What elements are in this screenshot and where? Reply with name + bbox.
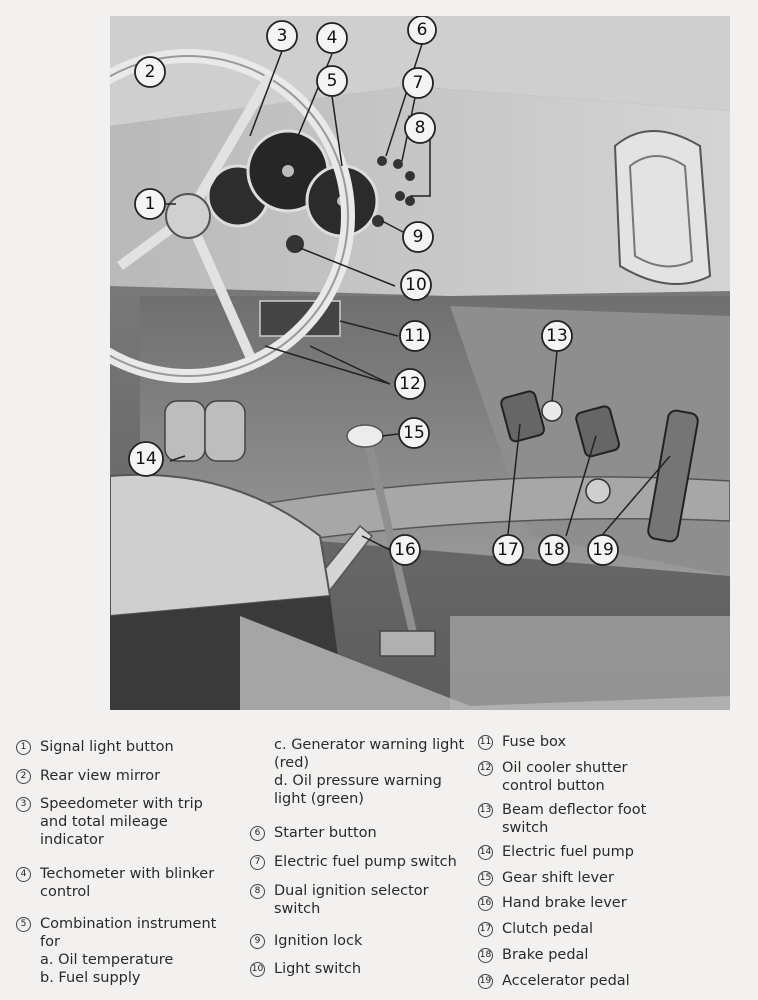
callout-3: 3	[276, 26, 288, 46]
legend-label: Clutch pedal	[502, 921, 594, 937]
callout-16: 16	[394, 540, 416, 560]
dashboard-photo	[110, 16, 730, 710]
callout-12: 12	[399, 374, 421, 394]
legend-label: Accelerator pedal	[502, 973, 630, 989]
legend-number: 7	[250, 855, 265, 870]
legend-sub-d: d. Oil pressure warning light (green)	[274, 773, 442, 807]
legend-sub-b: b. Fuel supply	[40, 970, 141, 986]
legend-label: Electric fuel pump	[502, 844, 634, 860]
legend-item-7	[250, 853, 465, 871]
legend-label: Fuse box	[502, 734, 567, 750]
legend-item-10	[250, 960, 465, 978]
legend-label: Starter button	[274, 825, 377, 841]
callout-14: 14	[135, 449, 157, 469]
callout-1: 1	[144, 194, 156, 214]
callout-11: 11	[404, 326, 426, 346]
legend-number: 14	[478, 845, 493, 860]
callout-8: 8	[414, 118, 426, 138]
legend-number: 1	[16, 740, 31, 755]
legend-number: 16	[478, 896, 493, 911]
legend-item-1	[16, 738, 246, 756]
legend-number: 3	[16, 797, 31, 812]
legend-label: Electric fuel pump switch	[274, 854, 457, 870]
legend-label: Brake pedal	[502, 947, 589, 963]
legend-number: 19	[478, 974, 493, 989]
legend-item-6	[250, 824, 465, 842]
callout-10: 10	[405, 275, 427, 295]
legend-item-4	[16, 865, 246, 901]
callout-2: 2	[144, 62, 156, 82]
legend-label: Beam deflector foot switch	[502, 802, 647, 836]
legend-number: 8	[250, 884, 265, 899]
legend-item-19	[478, 972, 748, 990]
callout-7: 7	[412, 73, 424, 93]
legend-sub-a: a. Oil temperature	[40, 952, 174, 968]
legend-item-14	[478, 843, 748, 861]
legend-label: Techometer with blinker control	[40, 866, 215, 900]
legend-label: Light switch	[274, 961, 362, 977]
legend-label: Combination instrument for	[40, 916, 217, 950]
legend-number: 5	[16, 917, 31, 932]
legend-label: Gear shift lever	[502, 870, 614, 886]
callout-5: 5	[326, 71, 338, 91]
legend-item-11	[478, 733, 748, 751]
legend-item-13	[478, 801, 668, 837]
legend-item-3	[16, 795, 216, 849]
legend-item-15	[478, 869, 748, 887]
legend-label: Oil cooler shutter control button	[502, 760, 628, 794]
legend-number: 2	[16, 769, 31, 784]
legend-number: 17	[478, 922, 493, 937]
callout-13: 13	[546, 326, 568, 346]
legend-item-9	[250, 932, 465, 950]
legend-item-2	[16, 767, 246, 785]
legend-label: Speedometer with trip and total mileage indicator	[40, 796, 203, 848]
callout-15: 15	[403, 423, 425, 443]
legend-sub-c: c. Generator warning light (red)	[274, 737, 465, 771]
legend-number: 13	[478, 803, 493, 818]
legend-number: 10	[250, 962, 265, 977]
callout-4: 4	[326, 28, 338, 48]
callout-18: 18	[543, 540, 565, 560]
legend-label: Ignition lock	[274, 933, 363, 949]
callout-6: 6	[416, 20, 428, 40]
callout-17: 17	[497, 540, 519, 560]
legend-label: Rear view mirror	[40, 768, 161, 784]
legend-item-5	[16, 915, 236, 987]
legend-number: 15	[478, 871, 493, 886]
legend-item-18	[478, 946, 748, 964]
legend-label: Signal light button	[40, 739, 174, 755]
callout-9: 9	[412, 227, 424, 247]
legend-number: 11	[478, 735, 493, 750]
legend-item-16	[478, 894, 748, 912]
legend-number: 6	[250, 826, 265, 841]
legend-number: 4	[16, 867, 31, 882]
callout-19: 19	[592, 540, 614, 560]
legend-number: 12	[478, 761, 493, 776]
legend-number: 9	[250, 934, 265, 949]
legend-number: 18	[478, 948, 493, 963]
legend-item-17	[478, 920, 748, 938]
legend-item-5-continued	[250, 736, 465, 808]
legend-item-8	[250, 882, 450, 918]
legend-item-12	[478, 759, 668, 795]
legend-label: Hand brake lever	[502, 895, 627, 911]
legend-label: Dual ignition selector switch	[274, 883, 429, 917]
